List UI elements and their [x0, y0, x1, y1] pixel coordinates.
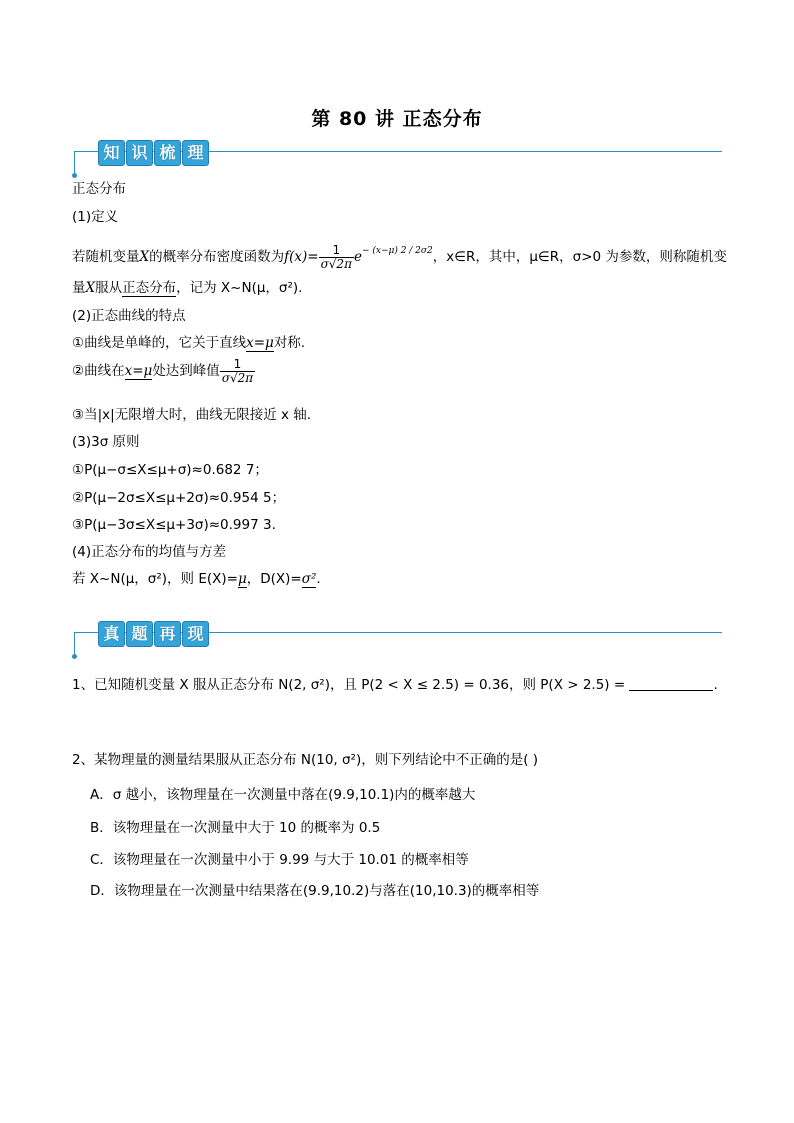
- rule-1: ①P(μ−σ≤X≤μ+σ)≈0.682 7；: [72, 462, 268, 478]
- mean-variance-line: [72, 570, 321, 588]
- frac-num: 1: [220, 358, 255, 372]
- section-badge: [98, 140, 209, 166]
- badge-char: 理: [182, 140, 209, 166]
- underlined-term: μ: [237, 571, 247, 587]
- text: ，记为 X~N(μ，σ²).: [176, 280, 303, 296]
- option-d: D．该物理量在一次测量中结果落在(9.9,10.2)与落在(10,10.3)的概率相等: [90, 883, 540, 899]
- header-side-rule: [74, 632, 75, 654]
- text: ，D(X)=: [246, 571, 302, 587]
- option-c: C．该物理量在一次测量中小于 9.99 与大于 10.01 的概率相等: [90, 852, 469, 868]
- exponent: − (x−μ) 2 / 2σ2: [361, 246, 433, 256]
- definition-title: (1)定义: [72, 209, 119, 225]
- curve-point-2: [72, 356, 255, 386]
- section-badge: [98, 621, 209, 647]
- rule-3: ③P(μ−3σ≤X≤μ+3σ)≈0.997 3.: [72, 517, 276, 533]
- var-x: X: [85, 280, 96, 296]
- frac-den: σ√2π: [320, 256, 352, 271]
- underlined-term: x=μ: [124, 363, 153, 379]
- text: 若随机变量: [72, 249, 140, 265]
- question-text: 1、已知随机变量 X 服从正态分布 N(2, σ²)，且 P(2 < X ≤ 2.5) = 0.36，则 P(X > 2.5) =: [72, 677, 630, 693]
- euler-e: e: [353, 249, 362, 265]
- text: .: [713, 677, 718, 693]
- text: .: [316, 571, 321, 587]
- section-header-knowledge: [70, 140, 722, 180]
- text: 的概率分布密度函数为: [149, 249, 285, 265]
- text: ，x∈R，其中，μ∈R，σ>0 为参数，则称随机变: [432, 249, 727, 265]
- curve-point-1: [72, 334, 305, 352]
- badge-char: 识: [126, 140, 153, 166]
- rule-title: (3)3σ 原则: [72, 434, 140, 450]
- curve-point-3: ③当|x|无限增大时，曲线无限接近 x 轴.: [72, 407, 312, 423]
- definition-line-2: [72, 279, 302, 297]
- definition-line-1: [72, 236, 727, 272]
- header-dot: [72, 173, 77, 178]
- badge-char: 再: [154, 621, 181, 647]
- option-b: B．该物理量在一次测量中大于 10 的概率为 0.5: [90, 820, 381, 836]
- text: 处达到峰值: [152, 363, 220, 379]
- header-dot: [72, 654, 77, 659]
- fx: f(x)=: [284, 249, 319, 265]
- text: 对称.: [273, 335, 306, 351]
- option-a: A．σ 越小，该物理量在一次测量中落在(9.9,10.1)内的概率越大: [90, 787, 476, 803]
- text: 若 X~N(μ，σ²)，则 E(X)=: [72, 571, 238, 587]
- badge-char: 梳: [154, 140, 181, 166]
- header-side-rule: [74, 151, 75, 173]
- question-2: 2、某物理量的测量结果服从正态分布 N(10, σ²)，则下列结论中不正确的是( ): [72, 752, 539, 768]
- density-fraction: [319, 244, 354, 271]
- badge-char: 题: [126, 621, 153, 647]
- question-1: [72, 673, 718, 693]
- knowledge-heading: 正态分布: [72, 181, 126, 197]
- mean-variance-title: (4)正态分布的均值与方差: [72, 544, 227, 560]
- var-x: X: [139, 249, 150, 265]
- badge-char: 现: [182, 621, 209, 647]
- frac-den: σ√2π: [221, 370, 254, 385]
- page-title: 第 80 讲 正态分布: [311, 108, 483, 130]
- underlined-term: σ²: [301, 571, 317, 587]
- curve-title: (2)正态曲线的特点: [72, 308, 186, 324]
- answer-blank: [629, 678, 713, 691]
- text: 服从: [95, 280, 123, 296]
- section-header-exam: [70, 621, 722, 661]
- rule-2: ②P(μ−2σ≤X≤μ+2σ)≈0.954 5；: [72, 490, 286, 506]
- underlined-term: 正态分布: [122, 280, 177, 296]
- text: ①曲线是单峰的，它关于直线: [72, 335, 247, 351]
- badge-char: 真: [98, 621, 125, 647]
- frac-num: 1: [319, 244, 354, 258]
- text: 量: [72, 280, 86, 296]
- badge-char: 知: [98, 140, 125, 166]
- text: ②曲线在: [72, 363, 125, 379]
- underlined-term: x=μ: [246, 335, 274, 351]
- peak-fraction: [220, 358, 255, 385]
